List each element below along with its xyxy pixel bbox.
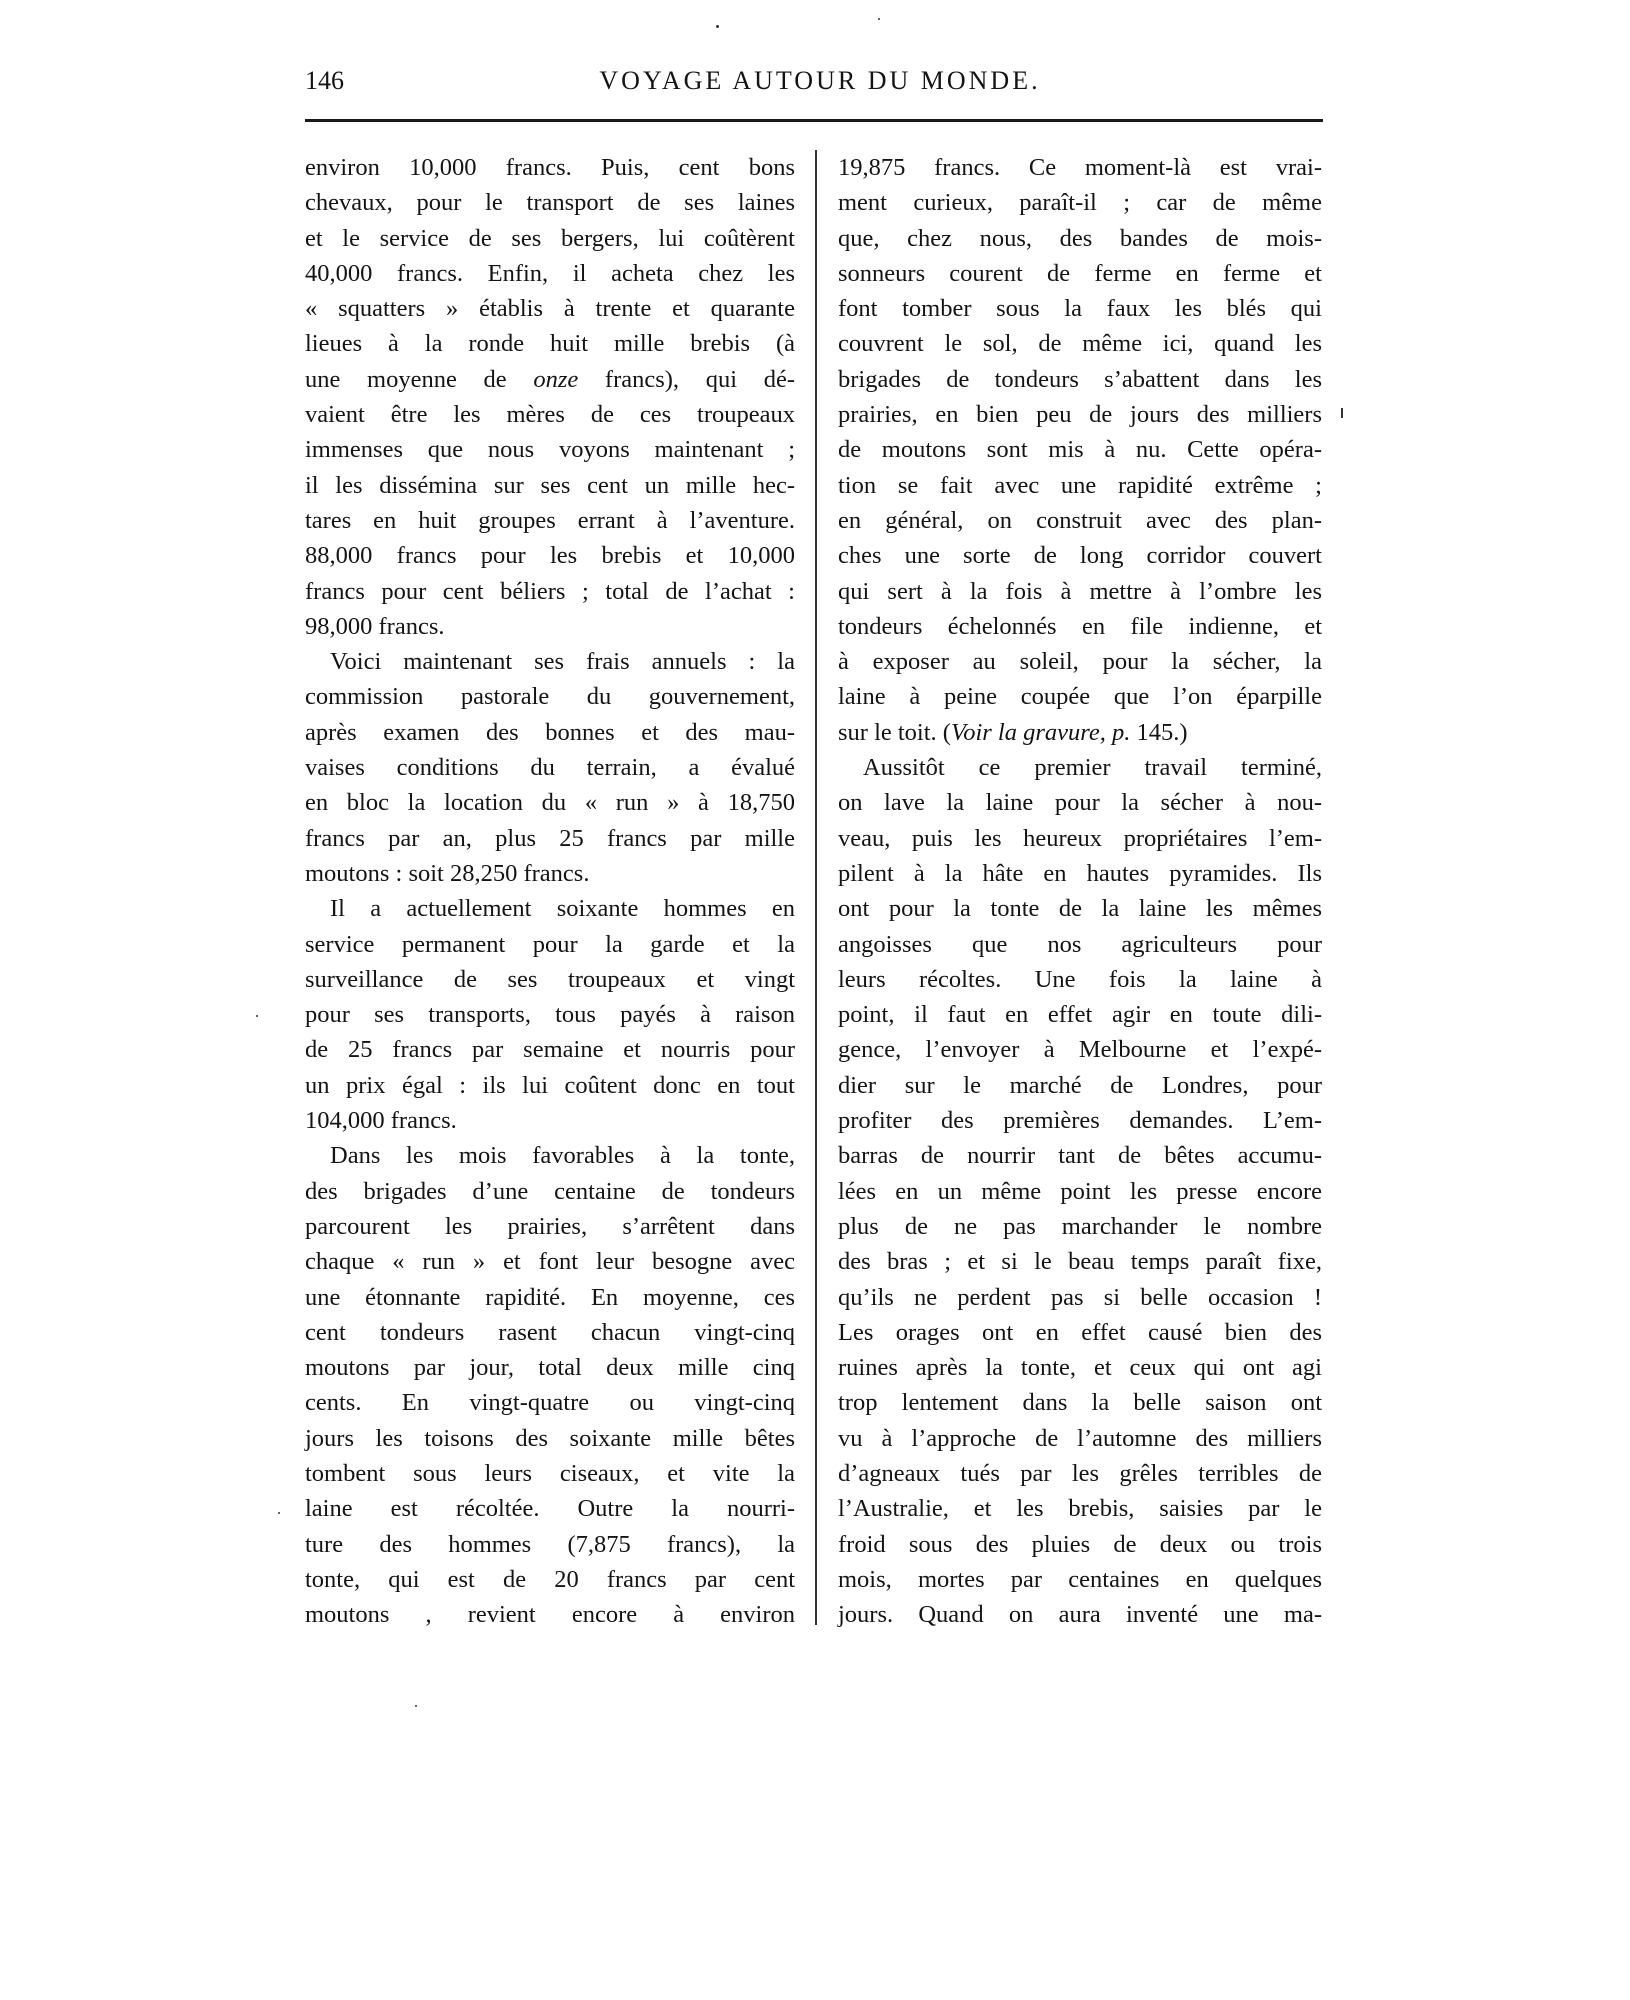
text-line: des bras ; et si le beau temps paraît fixe, [838,1248,1322,1276]
text-line: qu’ils ne perdent pas si belle occasion ! [838,1283,1322,1311]
text-line: il les dissémina sur ses cent un mille hec- [305,471,795,499]
text-segment: sur le toit. ( [838,718,951,746]
text-line: après examen des bonnes et des mau- [305,718,795,746]
text-line: laine à peine coupée que l’on éparpille [838,683,1322,711]
text-line: prairies, en bien peu de jours des milliers [838,401,1322,429]
text-line: tonte, qui est de 20 francs par cent [305,1565,795,1593]
text-line: en général, on construit avec des plan- [838,506,1322,534]
text-line: pilent à la hâte en hautes pyramides. Ils [838,859,1322,887]
text-line: service permanent pour la garde et la [305,930,795,958]
text-line: immenses que nous voyons maintenant ; [305,436,795,464]
text-line: dier sur le marché de Londres, pour [838,1071,1322,1099]
print-speck [415,1705,417,1707]
text-line: tombent sous leurs ciseaux, et vite la [305,1459,795,1487]
text-line: vaient être les mères de ces troupeaux [305,401,795,429]
text-line: lieues à la ronde huit mille brebis (à [305,330,795,358]
text-line: que, chez nous, des bandes de mois- [838,224,1322,252]
text-line: leurs récoltes. Une fois la laine à [838,965,1322,993]
left-column [305,150,795,1632]
text-line: vaises conditions du terrain, a évalué [305,754,795,782]
text-line: moutons : soit 28,250 francs. [305,859,590,887]
print-speck [878,18,880,20]
column-divider [815,150,817,1625]
text-line: lées en un même point les presse encore [838,1177,1322,1205]
text-line: cents. En vingt-quatre ou vingt-cinq [305,1389,795,1417]
print-speck [278,1512,280,1514]
text-segment: francs), qui dé- [578,365,795,393]
text-line: ont pour la tonte de la laine les mêmes [838,895,1322,923]
text-line: l’Australie, et les brebis, saisies par le [838,1495,1322,1523]
text-line: 104,000 francs. [305,1107,457,1135]
text-line: cent tondeurs rasent chacun vingt-cinq [305,1318,795,1346]
text-line: brigades de tondeurs s’abattent dans les [838,365,1322,393]
print-speck [1341,408,1343,418]
text-line: commission pastorale du gouvernement, [305,683,795,711]
print-speck [716,25,719,28]
print-speck [256,1015,258,1017]
text-line: plus de ne pas marchander le nombre [838,1212,1322,1240]
text-line: veau, puis les heureux propriétaires l’em- [838,824,1322,852]
page-number: 146 [305,66,344,95]
text-line: ture des hommes (7,875 francs), la [305,1530,795,1558]
text-line: Il a actuellement soixante hommes en [330,895,795,923]
text-line: de 25 francs par semaine et nourris pour [305,1036,795,1064]
text-line: froid sous des pluies de deux ou trois [838,1530,1322,1558]
text-segment: 145.) [1130,718,1188,746]
text-line: 40,000 francs. Enfin, il acheta chez les [305,259,795,287]
text-line: Aussitôt ce premier travail terminé, [863,754,1322,782]
text-line: laine est récoltée. Outre la nourri- [305,1495,795,1523]
italic-text: Voir la gravure, p. [950,718,1131,746]
text-line: pour ses transports, tous payés à raison [305,1001,795,1029]
text-line: point, il faut en effet agir en toute dili- [838,1001,1322,1029]
text-line: tares en huit groupes errant à l’aventure. [305,506,795,534]
text-line: francs pour cent béliers ; total de l’achat : [305,577,795,605]
text-line: 88,000 francs pour les brebis et 10,000 [305,542,795,570]
text-line: tondeurs échelonnés en file indienne, et [838,612,1322,640]
text-line: Les orages ont en effet causé bien des [838,1318,1322,1346]
text-line: vu à l’approche de l’automne des milliers [838,1424,1322,1452]
text-line [838,715,1322,750]
text-line: tion se fait avec une rapidité extrême ; [838,471,1322,499]
text-line: profiter des premières demandes. L’em- [838,1107,1322,1135]
text-line: ches une sorte de long corridor couvert [838,542,1322,570]
text-line: on lave la laine pour la sécher à nou- [838,789,1322,817]
text-line: ruines après la tonte, et ceux qui ont agi [838,1354,1322,1382]
text-line: parcourent les prairies, s’arrêtent dans [305,1212,795,1240]
text-line: un prix égal : ils lui coûtent donc en tout [305,1071,795,1099]
text-line: une étonnante rapidité. En moyenne, ces [305,1283,795,1311]
text-line: trop lentement dans la belle saison ont [838,1389,1322,1417]
text-line: des brigades d’une centaine de tondeurs [305,1177,795,1205]
text-line: 19,875 francs. Ce moment-là est vrai- [838,154,1322,181]
text-line: à exposer au soleil, pour la sécher, la [838,648,1322,676]
text-line: 98,000 francs. [305,612,445,640]
text-line: ment curieux, paraît-il ; car de même [838,189,1322,217]
text-line: « squatters » établis à trente et quarante [305,295,795,323]
text-line: d’agneaux tués par les grêles terribles de [838,1459,1322,1487]
header-rule [305,119,1323,122]
text-line: sonneurs courent de ferme en ferme et [838,259,1322,287]
text-line: jours. Quand on aura inventé une ma- [838,1601,1322,1629]
text-line: en bloc la location du « run » à 18,750 [305,789,795,817]
text-line: francs par an, plus 25 francs par mille [305,824,795,852]
text-line: chevaux, pour le transport de ses laines [305,189,795,217]
text-line: font tomber sous la faux les blés qui [838,295,1322,323]
text-segment: une moyenne de [305,365,534,393]
text-line: moutons par jour, total deux mille cinq [305,1354,795,1382]
text-line [305,362,795,397]
text-line: gence, l’envoyer à Melbourne et l’expé- [838,1036,1322,1064]
text-line: de moutons sont mis à nu. Cette opéra- [838,436,1322,464]
text-line: Dans les mois favorables à la tonte, [330,1142,795,1170]
text-line: angoisses que nos agriculteurs pour [838,930,1322,958]
text-line: couvrent le sol, de même ici, quand les [838,330,1322,358]
right-column [838,150,1322,1632]
running-head: VOYAGE AUTOUR DU MONDE. [599,66,1041,95]
text-line: et le service de ses bergers, lui coûtèrent [305,224,795,252]
text-line: mois, mortes par centaines en quelques [838,1565,1322,1593]
text-line: jours les toisons des soixante mille bêtes [305,1424,795,1452]
text-line: chaque « run » et font leur besogne avec [305,1248,795,1276]
text-line: Voici maintenant ses frais annuels : la [330,648,795,676]
text-line: qui sert à la fois à mettre à l’ombre les [838,577,1322,605]
text-line: surveillance de ses troupeaux et vingt [305,965,795,993]
text-line: barras de nourrir tant de bêtes accumu- [838,1142,1322,1170]
text-line: environ 10,000 francs. Puis, cent bons [305,154,795,181]
text-line: moutons , revient encore à environ [305,1601,795,1629]
italic-text: onze [533,365,579,393]
